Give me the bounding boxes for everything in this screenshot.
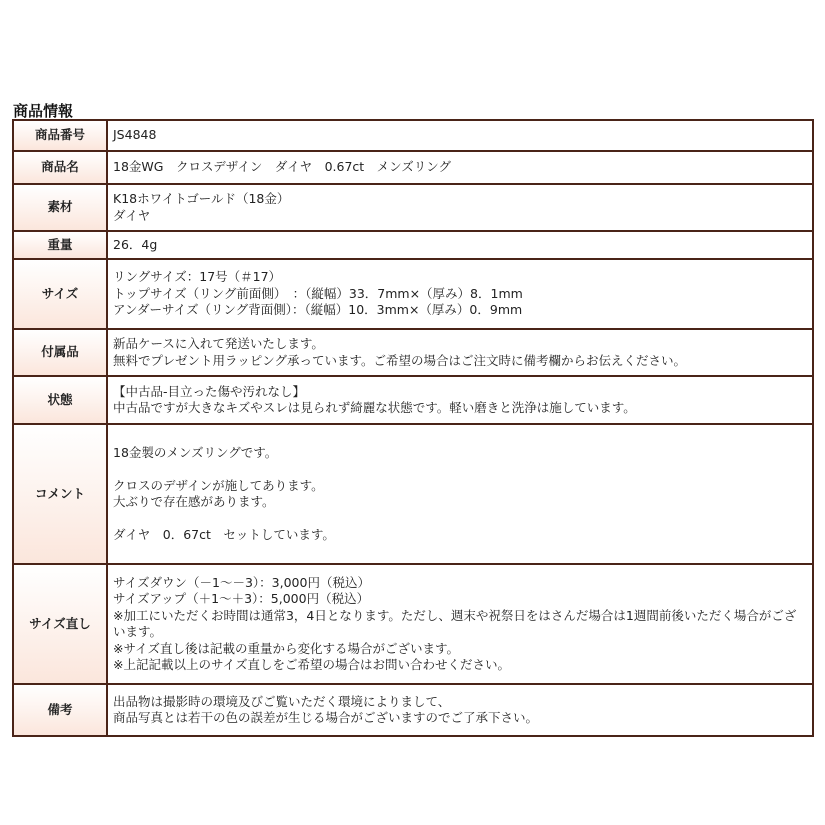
row-value: 【中古品-目立った傷や汚れなし】 中古品ですが大きなキズやスレは見られず綺麗な状態です。軽い磨きと洗浄は施しています。 [107, 376, 813, 424]
row-resizing [13, 564, 813, 684]
row-label: 商品番号 [13, 120, 107, 151]
section-title: 商品情報 [13, 102, 74, 120]
row-label: 付属品 [13, 329, 107, 376]
row-value: JS4848 [107, 120, 813, 151]
row-label: 商品名 [13, 151, 107, 184]
row-value: 出品物は撮影時の環境及びご覧いただく環境によりまして、 商品写真とは若干の色の誤差が生じる場合がございますのでご了承下さい。 [107, 684, 813, 736]
row-value: K18ホワイトゴールド（18金） ダイヤ [107, 184, 813, 231]
row-notes [13, 684, 813, 736]
row-label: 状態 [13, 376, 107, 424]
row-value: 26．4g [107, 231, 813, 259]
row-label: 重量 [13, 231, 107, 259]
row-label: コメント [13, 424, 107, 564]
row-value: 18金製のメンズリングです。 クロスのデザインが施してあります。 大ぶりで存在感があります。 ダイヤ 0．67ct セットしています。 [107, 424, 813, 564]
row-value: 18金WG クロスデザイン ダイヤ 0.67ct メンズリング [107, 151, 813, 184]
row-value: リングサイズ：17号（＃17） トップサイズ（リング前面側） ：（縦幅）33．7mm×（厚み）8．1mm アンダーサイズ（リング背面側）：（縦幅）10．3mm×（厚み）0．9mm [107, 259, 813, 329]
row-value: サイズダウン（－1～－3）：3,000円（税込） サイズアップ（＋1～＋3）：5,000円（税込） ※加工にいただくお時間は通常3，4日となります。ただし、週末や祝祭日をはさんだ場合は1週間前後いただく場合がございます。 ※サイズ直し後は記載の重量から変化する場合がございます。 ※上記記載以上のサイズ直しをご希望の場合はお問い合わせください。 [107, 564, 813, 684]
row-product-name [13, 151, 813, 184]
row-accessories [13, 329, 813, 376]
row-size [13, 259, 813, 329]
row-condition [13, 376, 813, 424]
row-label: 備考 [13, 684, 107, 736]
row-weight [13, 231, 813, 259]
product-info-table [12, 119, 814, 737]
row-label: サイズ直し [13, 564, 107, 684]
row-label: 素材 [13, 184, 107, 231]
row-product-id [13, 120, 813, 151]
row-material [13, 184, 813, 231]
row-value: 新品ケースに入れて発送いたします。 無料でプレゼント用ラッピング承っています。ご希望の場合はご注文時に備考欄からお伝えください。 [107, 329, 813, 376]
row-label: サイズ [13, 259, 107, 329]
row-comment [13, 424, 813, 564]
